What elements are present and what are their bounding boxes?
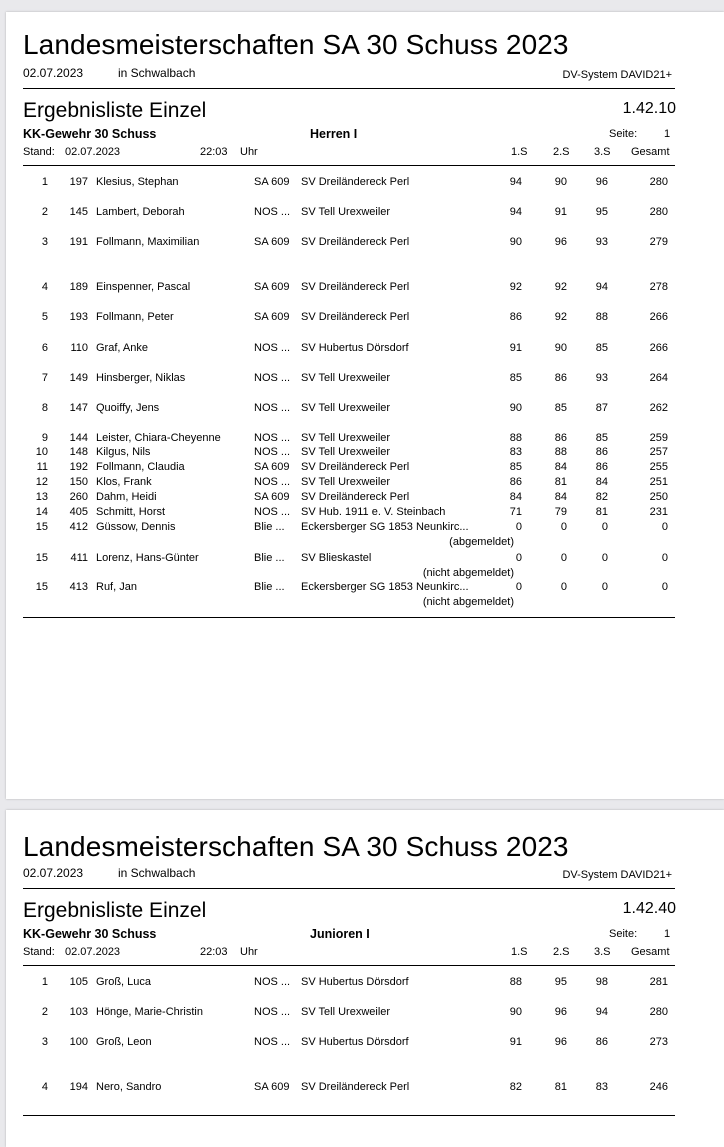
shooter-number: 144 <box>69 432 88 444</box>
club-name: Eckersberger SG 1853 Neunkirc... <box>301 521 469 533</box>
rank: 10 <box>35 446 48 458</box>
total-score: 266 <box>649 342 668 354</box>
class-name: Herren I <box>310 127 358 141</box>
total-score: 259 <box>649 432 668 444</box>
table-row <box>6 402 724 416</box>
page-label: Seite: <box>609 928 638 940</box>
club-name: SV Hub. 1911 e. V. Steinbach <box>301 506 446 518</box>
club-name: SV Blieskastel <box>301 552 372 564</box>
table-row <box>6 506 724 520</box>
table-header-divider <box>23 165 675 166</box>
table-row <box>6 491 724 505</box>
rank: 15 <box>35 581 48 593</box>
list-title: Ergebnisliste Einzel <box>23 899 207 922</box>
series-3-score: 86 <box>595 461 608 473</box>
rank: 3 <box>41 1036 48 1048</box>
series-3-score: 94 <box>595 1006 608 1018</box>
series-2-score: 95 <box>554 976 567 988</box>
shooter-name: Ruf, Jan <box>96 581 137 593</box>
shooter-name: Hönge, Marie-Christin <box>96 1006 203 1018</box>
club-name: SV Dreiländereck Perl <box>301 176 410 188</box>
shooter-number: 110 <box>70 342 88 354</box>
total-score: 0 <box>661 581 668 593</box>
series-1-score: 90 <box>509 1006 522 1018</box>
header-divider <box>23 88 675 89</box>
stand-date: 02.07.2023 <box>65 146 121 158</box>
rank: 9 <box>41 432 48 444</box>
series-2-score: 84 <box>554 461 567 473</box>
page-title: Landesmeisterschaften SA 30 Schuss 2023 <box>23 29 569 60</box>
shooter-number: 147 <box>69 402 88 414</box>
series-3-score: 96 <box>595 176 608 188</box>
rank: 5 <box>41 311 48 323</box>
rank: 2 <box>41 206 48 218</box>
table-row <box>6 281 724 295</box>
discipline: KK-Gewehr 30 Schuss <box>23 927 157 941</box>
total-score: 280 <box>649 206 668 218</box>
shooter-name: Einspenner, Pascal <box>96 281 191 293</box>
series-1-score: 84 <box>509 491 522 503</box>
event-place: in Schwalbach <box>118 66 196 80</box>
rank: 15 <box>35 552 48 564</box>
series-1-score: 90 <box>509 236 522 248</box>
total-score: 246 <box>649 1081 668 1093</box>
series-1-score: 94 <box>509 176 522 188</box>
series-1-score: 71 <box>509 506 522 518</box>
shooter-number: 100 <box>69 1036 88 1048</box>
series-3-score: 95 <box>595 206 608 218</box>
col-header-s1: 1.S <box>511 146 528 158</box>
total-score: 257 <box>649 446 668 458</box>
total-score: 280 <box>649 176 668 188</box>
col-header-s3: 3.S <box>594 146 611 158</box>
series-3-score: 87 <box>595 402 608 414</box>
table-row <box>6 581 724 595</box>
table-row <box>6 1006 724 1020</box>
stand-label: Stand: <box>23 946 55 958</box>
event-date: 02.07.2023 <box>23 866 84 880</box>
rank: 4 <box>41 1081 48 1093</box>
club-name: SV Tell Urexweiler <box>301 432 391 444</box>
table-row <box>6 521 724 535</box>
club-name: SV Hubertus Dörsdorf <box>301 976 409 988</box>
club-code: SA 609 <box>254 311 290 323</box>
shooter-name: Klesius, Stephan <box>96 176 179 188</box>
table-row <box>6 236 724 250</box>
series-3-score: 82 <box>595 491 608 503</box>
rank: 12 <box>35 476 48 488</box>
series-1-score: 91 <box>509 342 522 354</box>
club-code: SA 609 <box>254 461 290 473</box>
series-2-score: 92 <box>554 281 567 293</box>
col-header-s1: 1.S <box>511 946 528 958</box>
stand-time: 22:03 <box>200 946 228 958</box>
shooter-number: 148 <box>69 446 88 458</box>
series-2-score: 90 <box>554 342 567 354</box>
shooter-number: 197 <box>69 176 88 188</box>
club-code: Blie ... <box>254 552 285 564</box>
shooter-name: Lorenz, Hans-Günter <box>96 552 199 564</box>
table-end-divider <box>23 1115 675 1116</box>
club-name: SV Dreiländereck Perl <box>301 461 410 473</box>
club-code: SA 609 <box>254 176 290 188</box>
series-3-score: 86 <box>595 1036 608 1048</box>
club-name: SV Dreiländereck Perl <box>301 281 410 293</box>
col-header-total: Gesamt <box>631 146 670 158</box>
total-score: 281 <box>649 976 668 988</box>
series-3-score: 93 <box>595 372 608 384</box>
series-3-score: 83 <box>595 1081 608 1093</box>
series-2-score: 91 <box>554 206 567 218</box>
result-page-1 <box>6 12 724 799</box>
club-code: NOS ... <box>254 1006 291 1018</box>
stand-unit: Uhr <box>240 146 258 158</box>
table-row <box>6 446 724 460</box>
club-code: NOS ... <box>254 206 291 218</box>
class-name: Junioren I <box>310 927 370 941</box>
shooter-name: Güssow, Dennis <box>96 521 176 533</box>
shooter-name: Groß, Luca <box>96 976 152 988</box>
series-2-score: 86 <box>554 372 567 384</box>
rank: 3 <box>41 236 48 248</box>
rank: 1 <box>41 176 48 188</box>
club-code: SA 609 <box>254 491 290 503</box>
series-3-score: 0 <box>601 581 608 593</box>
discipline: KK-Gewehr 30 Schuss <box>23 127 157 141</box>
shooter-name: Klos, Frank <box>96 476 152 488</box>
series-2-score: 86 <box>554 432 567 444</box>
series-1-score: 85 <box>509 372 522 384</box>
table-end-divider <box>23 617 675 618</box>
shooter-number: 191 <box>69 236 88 248</box>
stand-label: Stand: <box>23 146 55 158</box>
total-score: 262 <box>649 402 668 414</box>
rank: 6 <box>41 342 48 354</box>
club-name: SV Hubertus Dörsdorf <box>301 342 409 354</box>
col-header-total: Gesamt <box>631 946 670 958</box>
shooter-name: Groß, Leon <box>96 1036 152 1048</box>
series-1-score: 94 <box>509 206 522 218</box>
shooter-number: 149 <box>69 372 88 384</box>
table-row <box>6 552 724 566</box>
shooter-name: Quoiffy, Jens <box>96 402 160 414</box>
club-name: SV Tell Urexweiler <box>301 446 391 458</box>
club-code: NOS ... <box>254 432 291 444</box>
shooter-number: 103 <box>69 1006 88 1018</box>
club-code: NOS ... <box>254 976 291 988</box>
shooter-name: Follmann, Peter <box>96 311 174 323</box>
event-place: in Schwalbach <box>118 866 196 880</box>
club-name: SV Dreiländereck Perl <box>301 1081 410 1093</box>
table-row <box>6 176 724 190</box>
result-page-2 <box>6 810 724 1147</box>
table-row <box>6 206 724 220</box>
series-3-score: 85 <box>595 432 608 444</box>
rank: 11 <box>36 461 48 473</box>
rank: 4 <box>41 281 48 293</box>
series-2-score: 0 <box>560 581 567 593</box>
shooter-number: 194 <box>69 1081 88 1093</box>
series-1-score: 91 <box>509 1036 522 1048</box>
series-1-score: 86 <box>509 311 522 323</box>
series-3-score: 93 <box>595 236 608 248</box>
shooter-number: 405 <box>69 506 88 518</box>
col-header-s3: 3.S <box>594 946 611 958</box>
total-score: 280 <box>649 1006 668 1018</box>
system-label: DV-System DAVID21+ <box>562 869 672 881</box>
shooter-number: 192 <box>69 461 88 473</box>
system-label: DV-System DAVID21+ <box>562 69 672 81</box>
series-2-score: 90 <box>554 176 567 188</box>
series-1-score: 83 <box>509 446 522 458</box>
series-3-score: 86 <box>595 446 608 458</box>
series-3-score: 88 <box>595 311 608 323</box>
shooter-number: 411 <box>70 552 88 564</box>
table-row <box>6 1036 724 1050</box>
shooter-number: 145 <box>69 206 88 218</box>
series-2-score: 0 <box>560 552 567 564</box>
shooter-name: Kilgus, Nils <box>96 446 151 458</box>
club-code: SA 609 <box>254 1081 290 1093</box>
series-1-score: 92 <box>509 281 522 293</box>
stand-date: 02.07.2023 <box>65 946 121 958</box>
series-2-score: 0 <box>560 521 567 533</box>
series-2-score: 96 <box>554 236 567 248</box>
series-3-score: 94 <box>595 281 608 293</box>
total-score: 0 <box>661 521 668 533</box>
table-row <box>6 432 724 446</box>
shooter-number: 260 <box>69 491 88 503</box>
stand-time: 22:03 <box>200 146 228 158</box>
club-code: Blie ... <box>254 521 285 533</box>
shooter-name: Hinsberger, Niklas <box>96 372 186 384</box>
rank: 15 <box>35 521 48 533</box>
list-title: Ergebnisliste Einzel <box>23 99 207 122</box>
table-row <box>6 342 724 356</box>
series-1-score: 86 <box>509 476 522 488</box>
rank: 1 <box>41 976 48 988</box>
club-name: SV Tell Urexweiler <box>301 402 391 414</box>
list-number: 1.42.10 <box>622 100 676 117</box>
shooter-number: 189 <box>69 281 88 293</box>
shooter-number: 150 <box>69 476 88 488</box>
table-header-divider <box>23 965 675 966</box>
table-row <box>6 1081 724 1095</box>
club-code: NOS ... <box>254 446 291 458</box>
shooter-name: Follmann, Maximilian <box>96 236 200 248</box>
series-1-score: 90 <box>509 402 522 414</box>
shooter-number: 105 <box>69 976 88 988</box>
club-code: Blie ... <box>254 581 285 593</box>
series-3-score: 98 <box>595 976 608 988</box>
rank: 2 <box>41 1006 48 1018</box>
total-score: 0 <box>661 552 668 564</box>
series-2-score: 96 <box>554 1036 567 1048</box>
club-name: Eckersberger SG 1853 Neunkirc... <box>301 581 469 593</box>
shooter-name: Schmitt, Horst <box>96 506 166 518</box>
total-score: 279 <box>649 236 668 248</box>
series-3-score: 0 <box>601 552 608 564</box>
table-row <box>6 476 724 490</box>
series-1-score: 0 <box>515 552 522 564</box>
table-row <box>6 372 724 386</box>
series-1-score: 85 <box>509 461 522 473</box>
shooter-name: Lambert, Deborah <box>96 206 185 218</box>
club-name: SV Tell Urexweiler <box>301 206 391 218</box>
series-1-score: 82 <box>509 1081 522 1093</box>
club-name: SV Dreiländereck Perl <box>301 491 410 503</box>
club-name: SV Hubertus Dörsdorf <box>301 1036 409 1048</box>
col-header-s2: 2.S <box>553 146 570 158</box>
list-number: 1.42.40 <box>622 900 676 917</box>
club-code: NOS ... <box>254 402 291 414</box>
table-row <box>6 976 724 990</box>
club-name: SV Dreiländereck Perl <box>301 236 410 248</box>
rank: 8 <box>41 402 48 414</box>
club-code: NOS ... <box>254 342 291 354</box>
series-1-score: 88 <box>509 976 522 988</box>
shooter-name: Leister, Chiara-Cheyenne <box>96 432 221 444</box>
shooter-number: 193 <box>69 311 88 323</box>
series-3-score: 81 <box>595 506 608 518</box>
shooter-number: 412 <box>69 521 88 533</box>
club-code: NOS ... <box>254 1036 291 1048</box>
series-1-score: 0 <box>515 521 522 533</box>
club-code: NOS ... <box>254 506 291 518</box>
club-code: NOS ... <box>254 476 291 488</box>
table-row <box>6 461 724 475</box>
series-2-score: 96 <box>554 1006 567 1018</box>
rank: 14 <box>35 506 48 518</box>
shooter-name: Graf, Anke <box>96 342 148 354</box>
shooter-number: 413 <box>69 581 88 593</box>
shooter-name: Follmann, Claudia <box>96 461 185 473</box>
series-2-score: 88 <box>554 446 567 458</box>
total-score: 250 <box>649 491 668 503</box>
series-2-score: 79 <box>554 506 567 518</box>
total-score: 273 <box>649 1036 668 1048</box>
col-header-s2: 2.S <box>553 946 570 958</box>
rank: 13 <box>35 491 48 503</box>
series-2-score: 92 <box>554 311 567 323</box>
shooter-name: Nero, Sandro <box>96 1081 162 1093</box>
stand-unit: Uhr <box>240 946 258 958</box>
page-number: 1 <box>664 128 671 140</box>
rank: 7 <box>41 372 48 384</box>
series-2-score: 85 <box>554 402 567 414</box>
table-row <box>6 311 724 325</box>
total-score: 231 <box>649 506 668 518</box>
series-3-score: 85 <box>595 342 608 354</box>
club-code: SA 609 <box>254 281 290 293</box>
event-date: 02.07.2023 <box>23 66 84 80</box>
page-number: 1 <box>664 928 671 940</box>
shooter-name: Dahm, Heidi <box>96 491 157 503</box>
club-name: SV Tell Urexweiler <box>301 372 391 384</box>
series-3-score: 0 <box>601 521 608 533</box>
club-code: NOS ... <box>254 372 291 384</box>
total-score: 278 <box>649 281 668 293</box>
series-2-score: 84 <box>554 491 567 503</box>
series-2-score: 81 <box>554 476 567 488</box>
total-score: 255 <box>649 461 668 473</box>
page-label: Seite: <box>609 128 638 140</box>
club-name: SV Tell Urexweiler <box>301 476 391 488</box>
registration-note: (nicht abgemeldet) <box>422 567 514 579</box>
series-1-score: 88 <box>509 432 522 444</box>
page-title: Landesmeisterschaften SA 30 Schuss 2023 <box>23 831 569 862</box>
club-name: SV Dreiländereck Perl <box>301 311 410 323</box>
registration-note: (abgemeldet) <box>449 536 514 548</box>
series-3-score: 84 <box>595 476 608 488</box>
total-score: 251 <box>649 476 668 488</box>
total-score: 266 <box>649 311 668 323</box>
club-code: SA 609 <box>254 236 290 248</box>
series-1-score: 0 <box>515 581 522 593</box>
total-score: 264 <box>649 372 668 384</box>
club-name: SV Tell Urexweiler <box>301 1006 391 1018</box>
header-divider <box>23 888 675 889</box>
registration-note: (nicht abgemeldet) <box>422 596 514 608</box>
series-2-score: 81 <box>554 1081 567 1093</box>
